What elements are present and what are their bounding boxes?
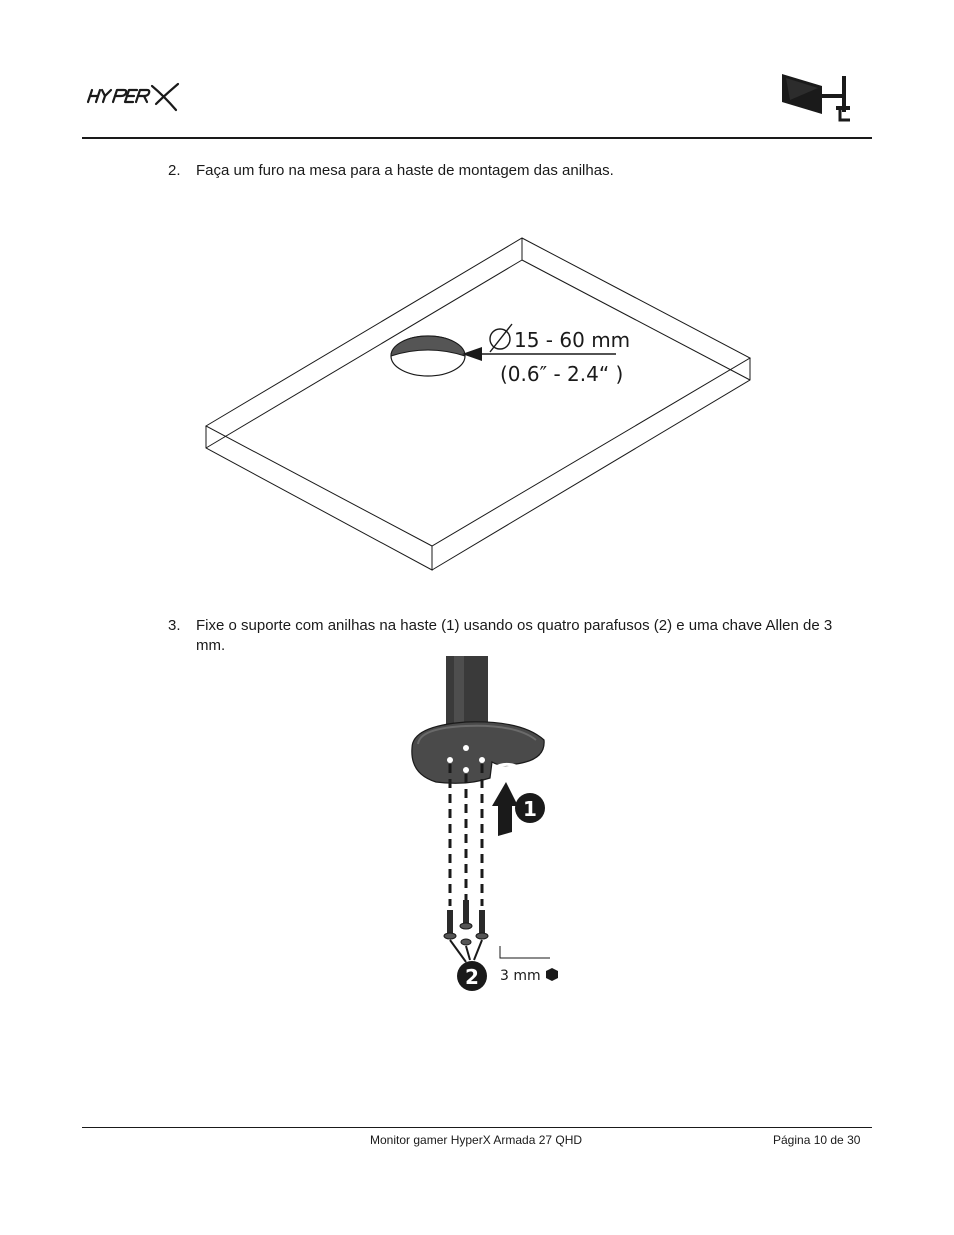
dimension-inch-label: (0.6″ - 2.4“ ) bbox=[500, 362, 624, 386]
dimension-mm-label: 15 - 60 mm bbox=[514, 328, 631, 352]
allen-key-icon bbox=[500, 946, 550, 958]
monitor-arm-icon bbox=[778, 70, 852, 124]
step-text: Faça um furo na mesa para a haste de montagem das anilhas. bbox=[196, 162, 614, 179]
table-hole-figure bbox=[200, 232, 756, 572]
header-divider bbox=[82, 137, 872, 139]
step-number: 3. bbox=[168, 617, 181, 634]
footer-page-number: Página 10 de 30 bbox=[773, 1133, 861, 1147]
arrow-up-icon bbox=[492, 782, 518, 836]
callout-2-label: 2 bbox=[465, 965, 479, 989]
hyperx-logo-graphic bbox=[84, 80, 184, 114]
callout-2 bbox=[457, 961, 487, 991]
screws bbox=[444, 900, 488, 945]
callout-1-label: 1 bbox=[523, 797, 537, 821]
footer-divider bbox=[82, 1127, 872, 1128]
step-3 bbox=[168, 616, 868, 660]
screw-guide-lines bbox=[450, 764, 482, 916]
pole-shape bbox=[446, 656, 488, 726]
hyperx-logo bbox=[84, 80, 184, 114]
allen-key-size-label: 3 mm bbox=[500, 968, 541, 984]
step-2 bbox=[168, 161, 868, 185]
hole-shape bbox=[391, 336, 465, 376]
diameter-icon bbox=[490, 324, 512, 352]
grommet-mount-figure bbox=[396, 656, 566, 996]
step-text: Fixe o suporte com anilhas na haste (1) usando os quatro parafusos (2) e uma chave Allen de 3 mm. bbox=[196, 617, 833, 654]
step-number: 2. bbox=[168, 162, 181, 179]
callout-1 bbox=[515, 793, 545, 823]
hex-icon bbox=[546, 968, 558, 981]
footer-product: Monitor gamer HyperX Armada 27 QHD bbox=[370, 1133, 583, 1147]
grommet-base bbox=[412, 722, 544, 784]
